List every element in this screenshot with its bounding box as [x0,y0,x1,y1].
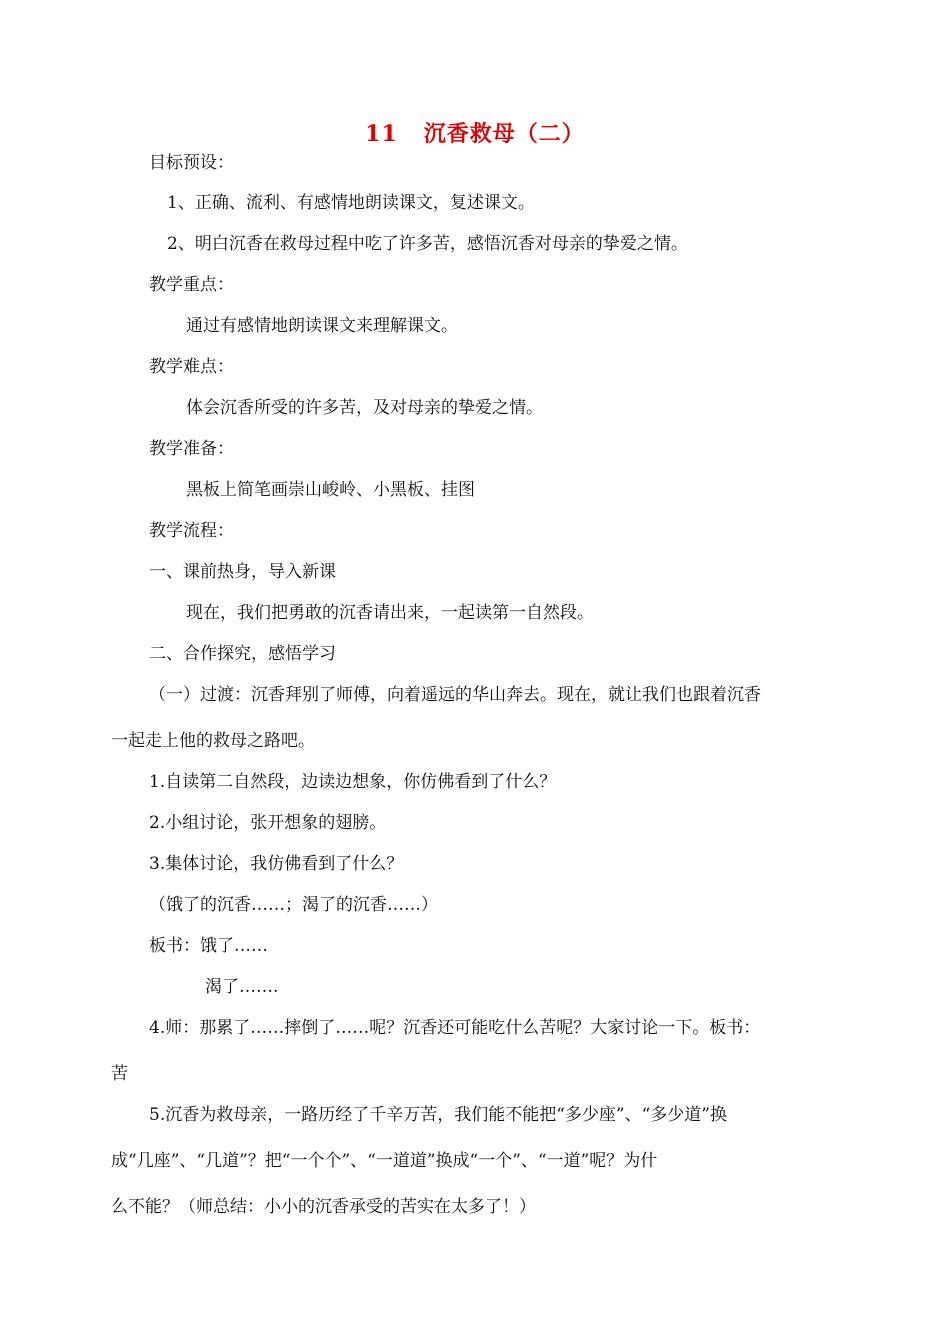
item-1: 1.自读第二自然段，边读边想象，你仿佛看到了什么？ [149,772,557,792]
lesson-number: 11 [365,121,398,147]
difficulty-text: 体会沉香所受的许多苦，及对母亲的挚爱之情。 [186,398,543,418]
board-writing-1: 板书：饿了…… [149,936,268,956]
key-point-heading: 教学重点： [149,275,234,295]
part-1-line-2: 一起走上他的救母之路吧。 [111,731,315,751]
goal-item-2: 2、明白沉香在救母过程中吃了许多苦，感悟沉香对母亲的挚爱之情。 [167,234,688,254]
item-4-line-2: 苦 [111,1064,128,1084]
page-title [0,117,950,148]
board-writing-2: 渴了……. [205,977,279,997]
step-2-heading: 二、合作探究，感悟学习 [149,644,336,664]
goal-heading: 目标预设： [149,153,234,173]
item-5-line-2: 成“几座”、“几道”？把“一个个”、“一道道”换成“一个”、“一道”呢？为什 [111,1151,658,1171]
item-3: 3.集体讨论，我仿佛看到了什么？ [149,854,404,874]
key-point-text: 通过有感情地朗读课文来理解课文。 [186,316,458,336]
flow-heading: 教学流程： [149,521,234,541]
part-1-line-1: （一）过渡：沉香拜别了师傅，向着遥远的华山奔去。现在，就让我们也跟着沉香 [149,685,761,705]
preparation-heading: 教学准备： [149,439,234,459]
difficulty-heading: 教学难点： [149,357,234,377]
step-1-heading: 一、课前热身，导入新课 [149,562,336,582]
item-3-note: （饿了的沉香……；渴了的沉香……） [149,895,438,915]
item-5-line-3: 么不能？（师总结：小小的沉香承受的苦实在太多了！） [111,1197,536,1217]
preparation-text: 黑板上简笔画崇山峻岭、小黑板、挂图 [186,480,475,500]
step-1-text: 现在，我们把勇敢的沉香请出来，一起读第一自然段。 [186,603,594,623]
item-4-line-1: 4.师：那累了……摔倒了……呢？沉香还可能吃什么苦呢？大家讨论一下。板书： [149,1018,761,1038]
goal-item-1: 1、正确、流利、有感情地朗读课文，复述课文。 [167,193,535,213]
item-2: 2.小组讨论，张开想象的翅膀。 [149,813,387,833]
lesson-title: 沉香救母（二） [423,121,585,147]
item-5-line-1: 5.沉香为救母亲，一路历经了千辛万苦，我们能不能把“多少座”、“多少道”换 [149,1105,727,1125]
